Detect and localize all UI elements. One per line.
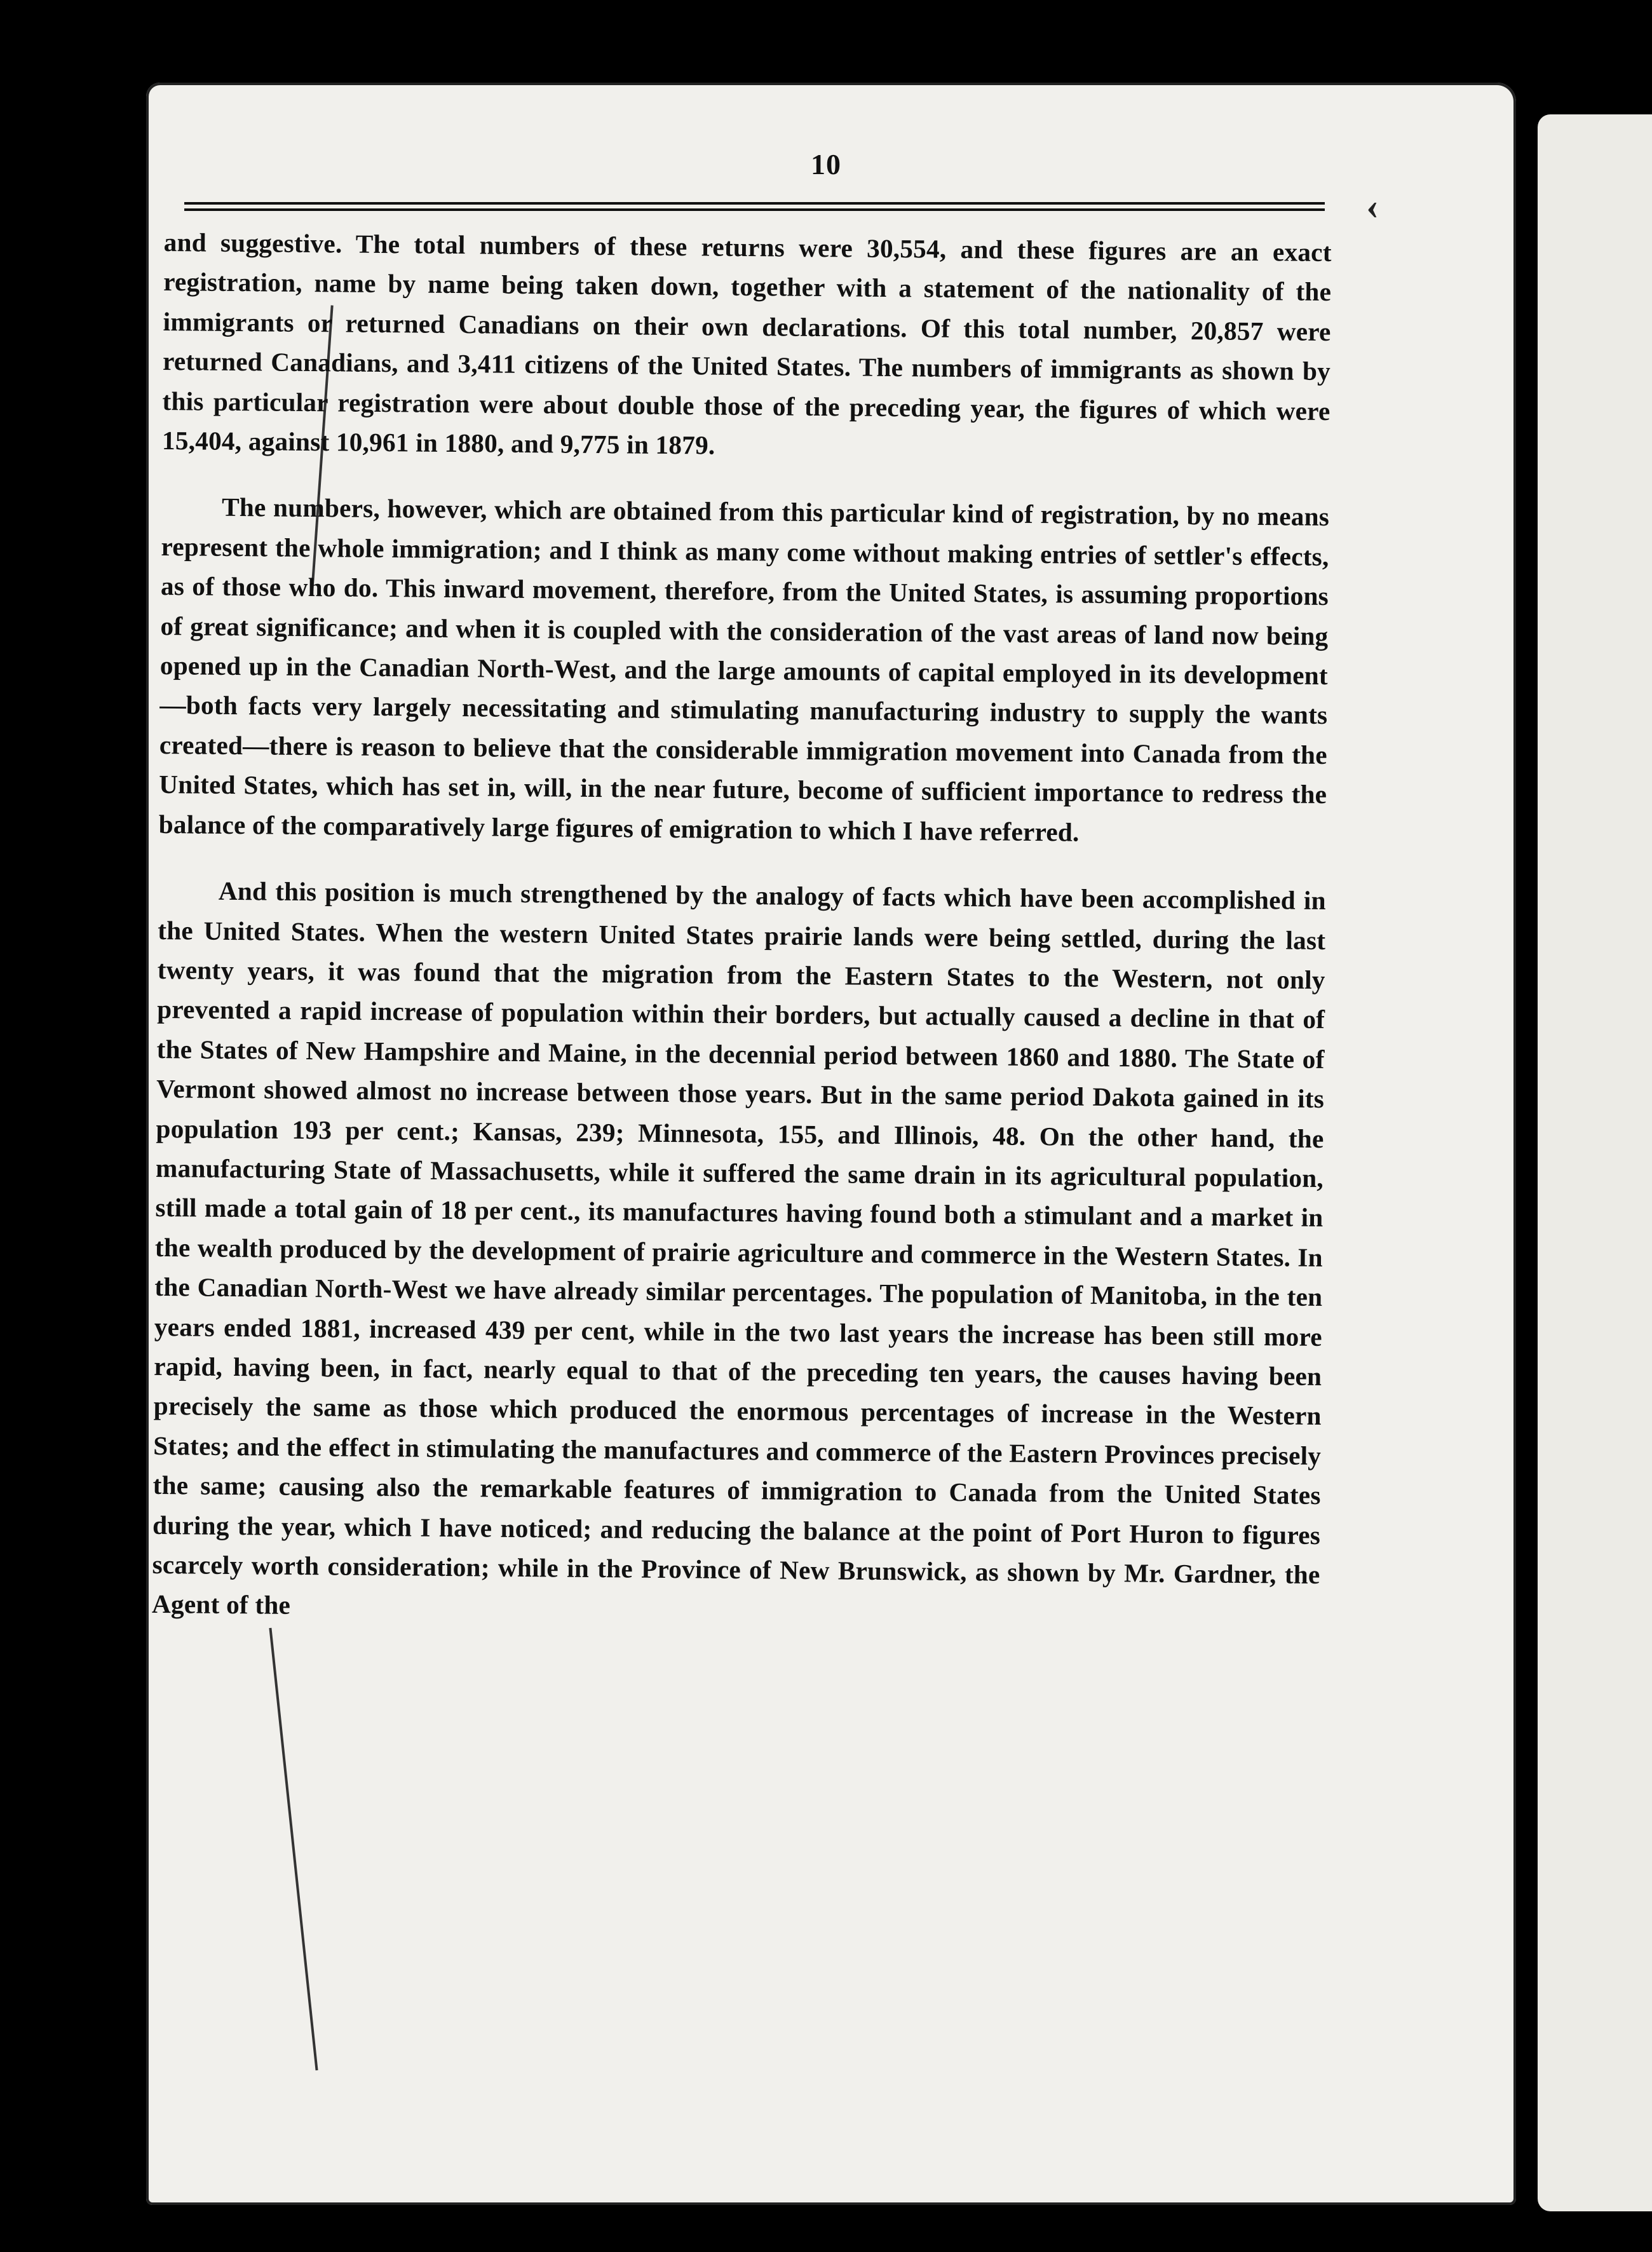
header-rule <box>184 202 1325 214</box>
header-rule-short-top <box>1257 202 1325 205</box>
adjacent-page-edge <box>1538 114 1652 2211</box>
margin-mark: ‹ <box>1366 185 1379 227</box>
header-rule-short-bottom <box>1257 208 1325 211</box>
body-text <box>152 222 1332 1634</box>
header-rule-line-bottom <box>184 208 1290 211</box>
paragraph: and suggestive. The total numbers of these returns were 30,554, and these figures are an exact registration, name by name being taken down, together with a statement of the nationality of the immigrants or returned Canadians on their own declarations. Of this total number, 20,857 were returned Canadians, and 3,411 citizens of the United States. The numbers of immigrants as shown by this particular registration were about double those of the preceding year, the figures of which were 15,404, against 10,961 in 1880, and 9,775 in 1879. <box>161 227 1332 460</box>
header-rule-line-top <box>184 202 1290 205</box>
paragraph: And this position is much strengthened by the analogy of facts which have been accomplished in the United States. When the western United States prairie lands were being settled, during the last twenty years, it was found that the migration from the Eastern States to the Western, not only prevented a rapid increase of population within their borders, but actually caused a decline in that of the States of New Hampshire and Maine, in the decennial period between 1860 and 1880. The State of Vermont showed almost no increase between those years. But in the same period Dakota gained in its population 193 per cent.; Kansas, 239; Minnesota, 155, and Illinois, 48. On the other hand, the manufacturing State of Massachusetts, while it suffered the same drain in its agricultural population, still made a total gain of 18 per cent., its manufactures having found both a stimulant and a market in the wealth produced by the development of prairie agriculture and commerce in the Western States. In the Canadian North-West we have already similar percentages. The population of Manitoba, in the ten years ended 1881, increased 439 per cent, while in the two last years the increase has been still more rapid, having been, in fact, nearly equal to that of the preceding ten years, the causes having been precisely the same as those which produced the enormous percentages of increase in the Western States; and the effect in stimulating the manufactures and commerce of the Eastern Provinces precisely the same; causing also the remarkable features of immigration to Canada from the United States during the year, which I have noticed; and reducing the balance at the point of Port Huron to figures scarcely worth consideration; while in the Province of New Brunswick, as shown by Mr. Gardner, the Agent of the <box>151 876 1326 1620</box>
page-number: 10 <box>811 148 841 180</box>
paragraph: The numbers, however, which are obtained from this particular kind of registration, by no means represent the whole immigration; and I think as many come without making entries of settler's effects, as of those who do. This inward movement, therefore, from the United States, is assuming proportions of great significance; and when it is coupled with the consideration of the vast areas of land now being opened up in the Canadian North-West, and the large amounts of capital employed in its development—both facts very largely necessitating and stimulating manufacturing industry to supply the wants created—there is reason to believe that the considerable immigration movement into Canada from the United States, which has set in, will, in the near future, become of sufficient importance to redress the balance of the comparatively large figures of emigration to which I have referred. <box>158 492 1330 847</box>
